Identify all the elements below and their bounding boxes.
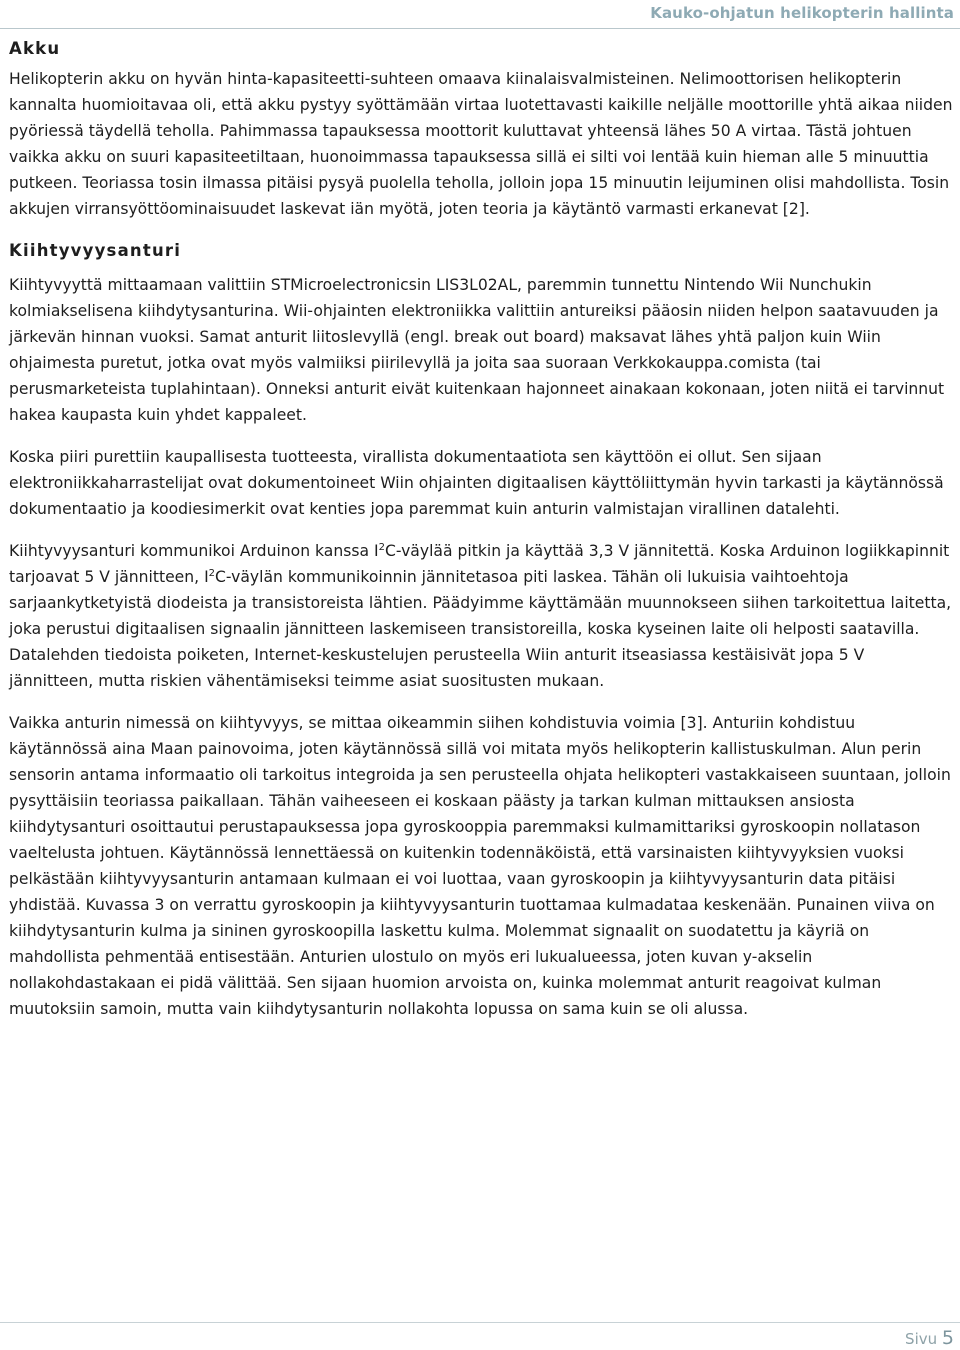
section-title-kiihtyvyysanturi: Kiihtyvyysanturi: [9, 241, 182, 260]
paragraph-kiihtyvyysanturi-1: Kiihtyvyyttä mittaamaan valittiin STMicroelectronicsin LIS3L02AL, paremmin tunnettu Nintendo Wii Nunchukin kolmiakselisena kiihdytysanturina. Wii-ohjainten elektroniikka valittiin antureiksi pääosin niiden helpon saatavuuden ja järkevän hinnan vuoksi. Samat anturit liitoslevyllä (engl. break out board) maksavat lähes yhtä paljon kuin Wiin ohjaimesta puretut, jotka ovat myös valmiiksi piirilevyllä ja joita saa suoraan Verkkokauppa.comista (tai perusmarketeista tuplahintaan). Onneksi anturit eivät kuitenkaan hajonneet ainakaan kokonaan, joten niitä ei tarvinnut hakea kaupasta kuin yhdet kappaleet.: [9, 276, 945, 424]
header-rule: [0, 28, 960, 29]
superscript-two: 2: [378, 542, 385, 553]
paragraph-3-segment: C-väylän kommunikoinnin jännitetasoa piti laskea. Tähän oli lukuisia vaihtoehtoja sarjaankytketyistä diodeista ja transistoreista lähtien. Päädyimme käyttämään muunnokseen siihen tarkoitettua laitetta, joka perustui digitaalisen signaalin jännitteen laskemiseen transistoreilla, koska kyseinen laite oli helposti saatavilla. Datalehden tiedoista poiketen, Internet-keskustelujen perusteella Wiin anturit itseasiassa kestäisivät jopa 5 V jännitteen, mutta riskien vähentämiseksi teimme asiat suositusten mukaan.: [9, 568, 952, 690]
page-number: [905, 1327, 954, 1349]
paragraph-kiihtyvyysanturi-3: [9, 538, 953, 694]
footer-rule: [0, 1322, 960, 1323]
paragraph-akku: Helikopterin akku on hyvän hinta-kapasiteetti-suhteen omaava kiinalaisvalmisteinen. Nelimoottorisen helikopterin kannalta huomioitavaa oli, että akku pystyy syöttämään virtaa luotettavasti kaikille neljälle moottorille yhtä aikaa niiden pyöriessä täydellä teholla. Pahimmassa tapauksessa moottorit kuluttavat yhteensä lähes 50 A virtaa. Tästä johtuen vaikka akku on suuri kapasiteetiltaan, huonoimmassa tapauksessa sillä ei silti voi lentää kuin hieman alle 5 minuuttia putkeen. Teoriassa tosin ilmassa pitäisi pysyä puolella teholla, jolloin jopa 15 minuutin leijuminen olisi mahdollista. Tosin akkujen virransyöttöominaisuudet laskevat iän myötä, joten teoria ja käytäntö varmasti erkanevat [2].: [9, 70, 953, 218]
running-header-title: Kauko-ohjatun helikopterin hallinta: [650, 4, 954, 22]
paragraph-kiihtyvyysanturi-2: Koska piiri purettiin kaupallisesta tuotteesta, virallista dokumentaatiota sen käyttöön ei ollut. Sen sijaan elektroniikkaharrastelijat ovat dokumentoineet Wiin ohjainten digitaalisen käyttöliittymän hyvin tarkasti ja käytännössä dokumentaatio ja koodiesimerkit ovat kenties jopa paremmat kuin anturin valmistajan virallinen datalehti.: [9, 448, 944, 518]
paragraph-3-segment: C-väylää pitkin ja käyttää 3,3 V jännitettä. Koska Arduinon logiikkapinnit tarjoavat 5 V jännitteen, I: [9, 542, 950, 586]
page-number-value: 5: [941, 1327, 954, 1349]
page-label: Sivu: [905, 1330, 938, 1348]
section-title-akku: Akku: [9, 39, 61, 58]
paragraph-3-segment: Kiihtyvyysanturi kommunikoi Arduinon kanssa I: [9, 542, 379, 560]
superscript-two: 2: [208, 568, 216, 579]
paragraph-kiihtyvyysanturi-4: Vaikka anturin nimessä on kiihtyvyys, se mittaa oikeammin siihen kohdistuvia voimia [3]. Anturiin kohdistuu käytännössä aina Maan painovoima, joten käytännössä sillä voi mitata myös helikopterin kallistuskulman. Alun perin sensorin antama informaatio oli tarkoitus integroida ja sen perusteella ohjata helikopteri vastakkaiseen suuntaan, jolloin pysyttäisiin teoriassa paikallaan. Tähän vaiheeseen ei koskaan päästy ja tarkan kulman mittauksen ansiosta kiihdytysanturi osoittautui perustapauksessa jopa gyroskooppia paremmaksi kulmamittariksi gyroskoopin nollatason vaeltelusta johtuen. Käytännössä lennettäessä on kuitenkin todennäköistä, että varsinaisten kiihtyvyyksien vuoksi pelkästään kiihtyvyysanturin antamaan kulmaan ei voi luottaa, vaan gyroskoopin ja kiihtyvyysanturin data pitäisi yhdistää. Kuvassa 3 on verrattu gyroskoopin ja kiihtyvyysanturin tuottamaa kulmadataa keskenään. Punainen viiva on kiihdytysanturin kulma ja sininen gyroskoopilla laskettu kulma. Molemmat signaalit on suodatettu ja käyriä on mahdollista pehmentää entisestään. Anturien ulostulo on myös eri lukualueessa, joten kuvan y-akselin nollakohdastakaan ei pidä välittää. Sen sijaan huomion arvoista on, kuinka molemmat anturit reagoivat kulman muutoksiin samoin, mutta vain kiihdytysanturin nollakohta lopussa on sama kuin se oli alussa.: [9, 714, 951, 1018]
page-content: [9, 36, 953, 1038]
